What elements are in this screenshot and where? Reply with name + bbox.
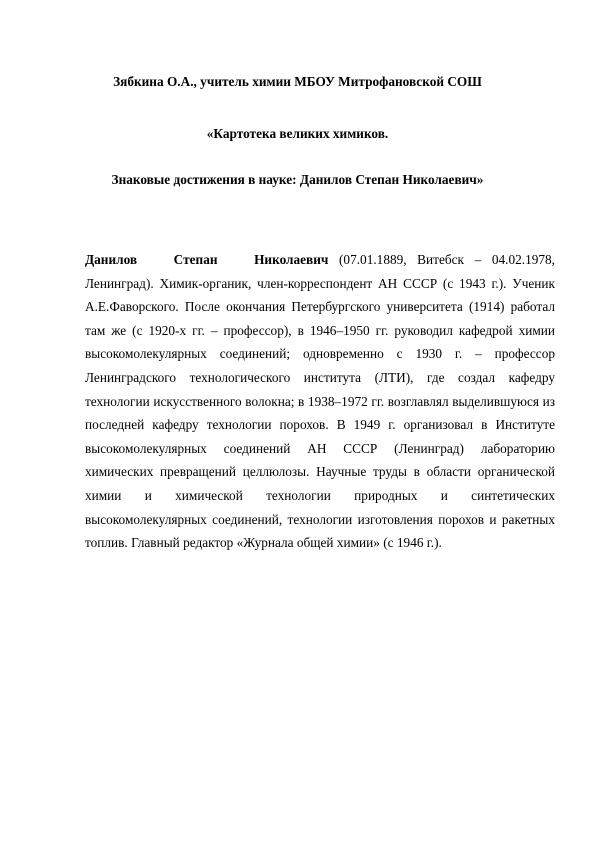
author-line: Зябкина О.А., учитель химии МБОУ Митрофановской СОШ bbox=[113, 74, 482, 89]
document-subtitle: Знаковые достижения в науке: Данилов Степан Николаевич» bbox=[111, 172, 484, 187]
biography-paragraph bbox=[85, 248, 555, 555]
document-title: «Картотека великих химиков. bbox=[206, 126, 389, 141]
scientist-name: Данилов Степан Николаевич bbox=[85, 252, 329, 267]
biography-text: (07.01.1889, Витебск – 04.02.1978, Ленинград). Химик-органик, член-корреспондент АН СССР (с 1943 г.). Ученик А.Е.Фаворского. После окончания Петербургского университета (1914) работал там же (с 1920-х гг. – профессор), в 1946–1950 гг. руководил кафедрой химии высокомолекулярных соединений; одновременно с 1930 г. – профессор Ленинградского технологического института (ЛТИ), где создал кафедру технологии искусственного волокна; в 1938–1972 гг. возглавлял выделившуюся из последней кафедру технологии порохов. В 1949 г. организовал в Институте высокомолекулярных соединений АН СССР (Ленинград) лабораторию химических превращений целлюлозы. Научные труды в области органической химии и химической технологии природных и синтетических высокомолекулярных соединений, технологии изготовления порохов и ракетных топлив. Главный редактор «Журнала общей химии» (с 1946 г.). bbox=[85, 252, 555, 551]
